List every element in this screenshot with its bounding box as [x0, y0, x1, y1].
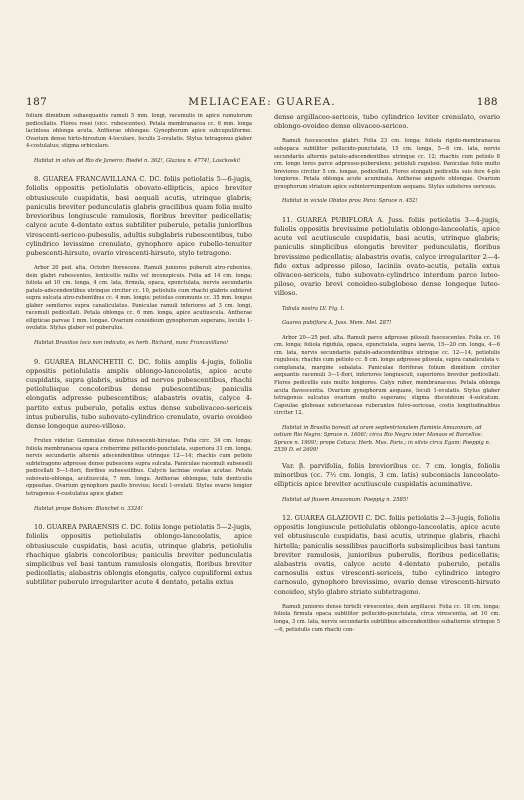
species-10-habitat: Habitat in viciale Obidos prov. Para: Spruce n. 452!: [282, 198, 418, 205]
synonym: Guarea pubiflora A. Juss. Mem. Mel. 287!: [282, 320, 392, 327]
species-10-diagnosis: 10. GUAREA PARAENSIS C. DC. foliis longe petiolatis 5—2-jugis, foliolis oppositis petiolulatis oblongo-lanceolatis, apice obtusiuscule cuspidatis, basi acutis, utrinque glabris, petiolulis rhachique glabris concoloribus; paniculis breviter pedunculatis simplicibus vel basi tantum ramulosis elongatis, floribus breviter pedicellatis; alabastris oblongis elongatis, calyce cupuliformi extus subtiliter puberulo irregulariter acute 4 dentato, petalis extus: [26, 523, 252, 587]
species-9-diagnosis: 9. GUAREA BLANCHETII C. DC. foliis amplis 4-jugis, foliolis oppositis petiolulatis amplis oblongo-lanceolatis, apice acute cuspidatis, supra glabris, subtus ad nervos pubescentibus, rhachi petiolulisque concoloribus dense pubescentibus; paniculis elongatis adpresse pubescentibus; alabastris ovatis, calyce 4-partito extus puberulo, petalis extus dense subolivaceo-sericeis intus puberulis, tubo subovato-cylindrico crenulato, ovario ovoideo dense longeque aureo-villoso.: [26, 357, 252, 430]
species-8-diagnosis: 8. GUAREA FRANCAVILLANA C. DC. foliis petiolatis 5—6-jugis, foliolis oppositis petiolulatis obovato-ellipticis, apice breviter obtusiuscule cuspidatis, basi aequali acutis, utrinque glabris; paniculis breviter pedunculatis glabris gracilibus quam folia multo brevioribus longiuscule ramulosis, floribus breviter pedicellatis; calyce acute 4-dentato extus subtiliter puberulo, petalis juniorlbus virescenti-sericeo-pubesulis, adultis subglabris rubescentibus, tubo cylindrico levissime crenulato, gynophoro apice rubello-tenuiter pubescenti-hirsuto, ovario virescenti-hirsuto, stylo tetragono.: [26, 175, 252, 257]
species-8-description: Arbor 20 ped. alta, Octobri florescens. Ramuli juniores puberuli atro-rubentes, dein glabri rubescentes, lenticellis nullis vel inconspicuis. Folia ad 14 cm. longa; foliola ad 10 cm. longa, 4 cm. lata, firmula, opaca, eponctulata, nervis secundariis patulo-adscendentibus utrinque circiter cc. 10, petiolulis cum rhachi glabris subteret supra sulcata atro-rubentibus cc. 4 mm. longis; petiolus communis cc. 35 mm. longus glaber semiteres supra canaliculatus. Paniculae ramuli inferiores ad 3 cm. longi, racemuli pedicellati. Petala oblonga cc. 6 mm. longa, apice acutiuscula. Antherae ellipticae parvae 1 mm. longae. Ovarium conoideum gynophorum superans, loculis 1-ovulatis. Stylus glaber vel puberulus.: [26, 265, 252, 332]
species-8-habitat: Habitat Brasilios loco non indicato, ex herb. Richard, nunc Francavillano!: [34, 340, 229, 347]
variety-note: Var. β. parvifolia, foliis brevioribus cc. 7 cm. longis, foliolis minoribus (cc. 7½ cm. longis, 3 cm. latis) subconiacis lanceolato-ellipticis apice breviter acutiuscule cuspidatis acuminative.: [274, 461, 500, 489]
species-12-description: Ramuli juniores dense hirtelli virescentes, dein argillacei. Folia cc. 18 cm. longa; foliola firmula opaca subtiliter pellucido-punctulata, circa virescentia, ad 10 cm. longa, 3 cm. lata, nervis secundariis subtilibus adscendentibus subalternis utrinque 5—6, petiolulis cum rhachi con-: [274, 603, 500, 633]
plate-reference: Tabula nostra LV. Fig. I.: [282, 305, 345, 312]
running-header: [26, 96, 498, 110]
page-number-left: 187: [26, 96, 48, 108]
species-11-habitat: Habitat in Brasilia boreali ad oram septentrionalem fluminis Amazonum, ad ostium Rio Negro: Spruce n. 1606!; circa Rio Negro inter Manaos et Barcellos: Spruce n. 1909!; prope Cotuca: Herb. Mus. Paris.; in silvis circa Egam: Poeppig n. 2539 D. et 2609!: [274, 424, 491, 454]
running-title: MELIACEAE: GUAREA.: [188, 96, 336, 108]
right-column: [274, 113, 500, 753]
continued-description: folium dimidium subaequantis ramuli 5 mm. longi, racemulis in apice ramulorum pedicellatis. Flores rosei (sicc. rubescentes). Petala membranacea cc. 6 mm. longa lacinlosa oblonga acuta. Antherae oblongae. Gynophorum apice subcupuliforme. Ovarium dense hirto-hirsutum 4-loculare, loculis 2-ovulatis. Stylus tetragonus glaber 4-costulatus; stigma orbiculare.: [26, 113, 252, 150]
species-10-description: Ramuli fuscescentes glabri. Folia 23 cm. longa; foliola rigido-membranacea subopaca subtiliter pellucido-punctulata, 15 cm. longa, 5—6 cm. lata, nervis secundariis alternis patulo-adscendentibus utrinque cc. 12; rhachis cum petiolo 8 cm. longo teres parce adpresso-puberulens; petioluli rugulosi. Paniculae folio multo breviores circiter 5 cm. longae, pedicellati. Flores elongati pedicellis suis fere 4-plo longiores. Petala oblonga acute acuminata. Antherae anguste oblongae. Ovarium gynophorum striatum apice subinterrumpentum aequans. Stylus substeres sericeus.: [274, 138, 500, 190]
left-column: [26, 113, 252, 753]
species-10-diagnosis-cont: dense argillaceo-sericeis, tubo cylindrico leviter crenulato, ovario oblongo-ovoideo dense olivaceo-sericeo.: [274, 113, 500, 131]
species-11-diagnosis: 11. GUAREA PUBIFLORA A. Juss. foliis petiolatis 3—4-jugis, foliolis oppositis brevissime petiolulatis oblongo-lanceolatis, apice acute vel acutiuscule cuspidatis, basi acutis, utrinque glabris; paniculis simplicibus elongatis breviter pedunculatis, floribus brevissime pedicellatis; alabastris ovatis, calyce irregulariter 2—4-fido extus adpresse piloso, laciniis ovato-acutis, petalis extus olivaceo-sericeis, tubo subovato-cylindrico interdum parce luteo-piloso, ovario brevi conoideo-subgloboso dense longeque luteo-villoso.: [274, 215, 500, 298]
species-12-diagnosis: 12. GUAREA GLAZIOVII C. DC. foliis petiolatis 2—3-jugis, foliolis oppositis longiuscule petiolulatis oblongo-lanceolatis, apice acute vel obtusiuscule cuspidatis, basi acutis, utrinque glabris, rhachi hirtella; paniculis sessilibus pauciflorls subsimplicibus basi tantum breviter ramulosis, junioribus puberulis, floribus pedicellatis; alabastris ovatis, calyce acute 4-dentato puberulo, petalis carnosulis extus virescenti-sericeis, tubo cylindrico integro carnosulo, gynophoro brevissimo, ovario dense virescenti-hirsuto conoideo, stylo glabro striato subtetragono.: [274, 514, 500, 596]
variety-habitat: Habitat ad fluvem Amazonum: Poeppig n. 2585!: [282, 496, 409, 503]
page-number-right: 188: [476, 96, 498, 108]
species-11-description: Arbor 20—25 ped. alta. Ramuli parce adpresse pilosuli fuscescentes. Folia cc. 16 cm. longa; foliola rigidula, opaca, epunctulata, supra laevia, 15—20 cm. longa, 4—6 cm. lata, nervis secundariis patulo-adscendentibus utrinque cc. 12—14, petiolulis rugulosis; rhachis cum petiolo cc. 8 cm. longo adpresse pilosula, supra canaliculata v. complanata, margine subalata. Paniculae floriferae folium dimidium circiter aequantis racemuli 3—1-flori, inferiores longiusculi, superiores breviter pedicellati. Flores pedicellis suis multo longiores. Calyx ruber, membranaceus. Petala oblonga acuta flavescentia. Ovarium gynophorum aequans, loculi 1-ovulatis. Stylus glaber tetragonus sulcatus ovarium multo superans; stigma discoideum 4-sulcatum. Capsulae globosae subcoriaceae ruberantes fulvo-sericeae, costis longitudinalibus circiter 12.: [274, 334, 500, 417]
species-9-description: Frutex videtur. Gemmulae dense fulvescenti-hirsutae. Folia circ. 34 cm. longa; foliola membranacea opaca creberrime pellucido-punctulata, superiora 31 cm. longa, nervis secundariis alternis adscendentibus utrinque 12—14; rhachis cum petiolo subtetragono adpresse dense pubescens supra sulcata. Paniculae racemuli subsessili pedicellati 5—1-flori, floribus subsessilibus. Calycis laciniae ovatae acutae. Petala subovato-oblonga, acutiuscula, 7 mm. longa. Antherae oblongae, tubi denticulis oppositae. Ovarium gynophoro paullo brevius; loculi 1-ovulati. Stylus ovario longior tetragonus 4-costulatus apice glaber.: [26, 438, 252, 498]
habitat-note: Habitat in silvis ad Rio de Janeiro: Riedel n. 362!, Glaziou n. 4774!, Lasckoski!: [34, 157, 241, 164]
species-9-habitat: Habitat prope Bahiam: Blanchet n. 3324!: [34, 505, 143, 512]
